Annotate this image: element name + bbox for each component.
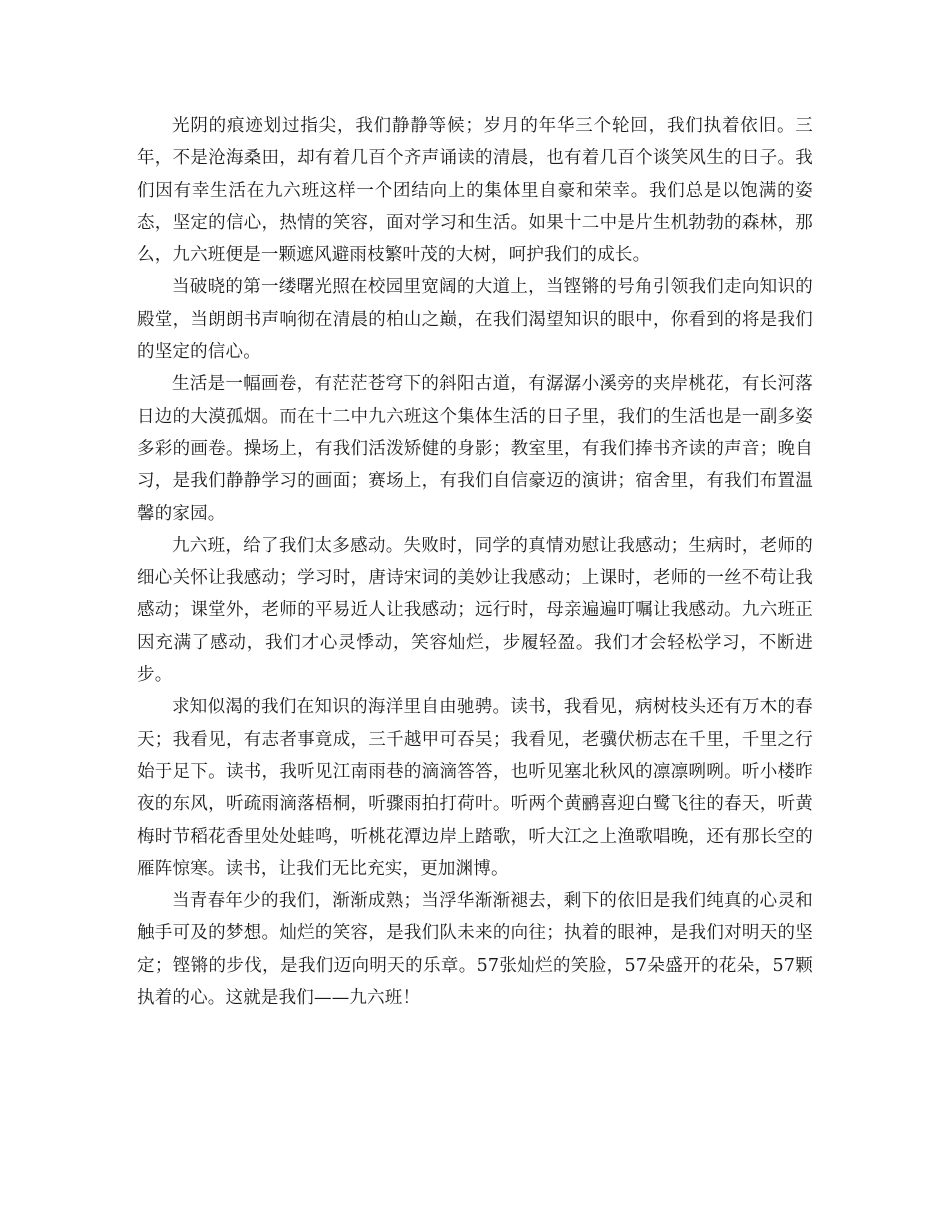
paragraph-6: 当青春年少的我们，渐渐成熟；当浮华渐渐褪去，剩下的依旧是我们纯真的心灵和触手可及的梦想。灿烂的笑容，是我们队未来的向往；执着的眼神，是我们对明天的坚定；铿锵的步伐，是我们迈向明天的乐章。57张灿烂的笑脸，57朵盛开的花朵，57颗执着的心。这就是我们——九六班！ bbox=[137, 891, 813, 1009]
paragraph-2: 当破晓的第一缕曙光照在校园里宽阔的大道上，当铿锵的号角引领我们走向知识的殿堂，当朗朗书声响彻在清晨的柏山之巅，在我们渴望知识的眼中，你看到的将是我们的坚定的信心。 bbox=[137, 277, 813, 363]
document-body bbox=[137, 110, 813, 1014]
paragraph-5: 求知似渴的我们在知识的海洋里自由驰骋。读书，我看见，病树枝头还有万木的春天；我看见，有志者事竟成，三千越甲可吞吴；我看见，老骥伏枥志在千里，千里之行始于足下。读书，我听见江南雨巷的滴滴答答，也听见塞北秋风的凛凛咧咧。听小楼昨夜的东风，听疏雨滴落梧桐，听骤雨拍打荷叶。听两个黄鹂喜迎白鹭飞往的春天，听黄梅时节稻花香里处处蛙鸣，听桃花潭边岸上踏歌，听大江之上渔歌唱晚，还有那长空的雁阵惊寒。读书，让我们无比充实，更加渊博。 bbox=[137, 697, 813, 879]
paragraph-4: 九六班，给了我们太多感动。失败时，同学的真情劝慰让我感动；生病时，老师的细心关怀让我感动；学习时，唐诗宋词的美妙让我感动；上课时，老师的一丝不苟让我感动；课堂外，老师的平易近人让我感动；远行时，母亲遍遍叮嘱让我感动。九六班正因充满了感动，我们才心灵悸动，笑容灿烂，步履轻盈。我们才会轻松学习，不断进步。 bbox=[137, 535, 813, 686]
paragraph-1: 光阴的痕迹划过指尖，我们静静等候；岁月的年华三个轮回，我们执着依旧。三年，不是沧海桑田，却有着几百个齐声诵读的清晨，也有着几百个谈笑风生的日子。我们因有幸生活在九六班这样一个团结向上的集体里自豪和荣幸。我们总是以饱满的姿态，坚定的信心，热情的笑容，面对学习和生活。如果十二中是片生机勃勃的森林，那么，九六班便是一颗遮风避雨枝繁叶茂的大树，呵护我们的成长。 bbox=[137, 116, 813, 266]
paragraph-3: 生活是一幅画卷，有茫茫苍穹下的斜阳古道，有潺潺小溪旁的夹岸桃花，有长河落日边的大漠孤烟。而在十二中九六班这个集体生活的日子里，我们的生活也是一副多姿多彩的画卷。操场上，有我们活泼矫健的身影；教室里，有我们捧书齐读的声音；晚自习，是我们静静学习的画面；赛场上，有我们自信豪迈的演讲；宿舍里，有我们布置温馨的家园。 bbox=[137, 374, 813, 524]
